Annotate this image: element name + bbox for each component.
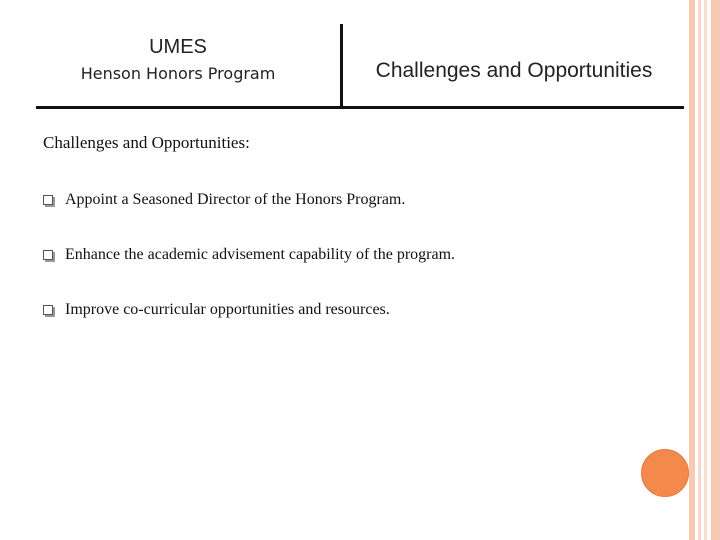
list-item <box>43 298 455 353</box>
list-item <box>43 243 455 298</box>
square-bullet-icon <box>43 305 53 315</box>
square-bullet-icon <box>43 195 53 205</box>
orange-circle-icon <box>641 449 689 497</box>
bullet-text: Enhance the academic advisement capability of the program. <box>65 246 456 263</box>
square-bullet-icon <box>43 250 53 260</box>
slide-title: Challenges and Opportunities <box>375 59 653 82</box>
decorative-stripe <box>689 0 695 540</box>
bullet-text: Appoint a Seasoned Director of the Honors Program. <box>65 191 406 208</box>
header-divider <box>340 24 343 108</box>
org-name: UMES <box>149 36 207 58</box>
section-heading: Challenges and Opportunities: <box>43 133 250 152</box>
decorative-stripe <box>698 0 701 540</box>
bullet-text: Improve co-curricular opportunities and resources. <box>65 301 390 318</box>
header-rule <box>36 106 684 109</box>
bullet-list <box>43 188 455 353</box>
program-name: Henson Honors Program <box>80 64 276 83</box>
decorative-stripe <box>704 0 707 540</box>
decorative-stripe <box>711 0 720 540</box>
list-item <box>43 188 455 243</box>
